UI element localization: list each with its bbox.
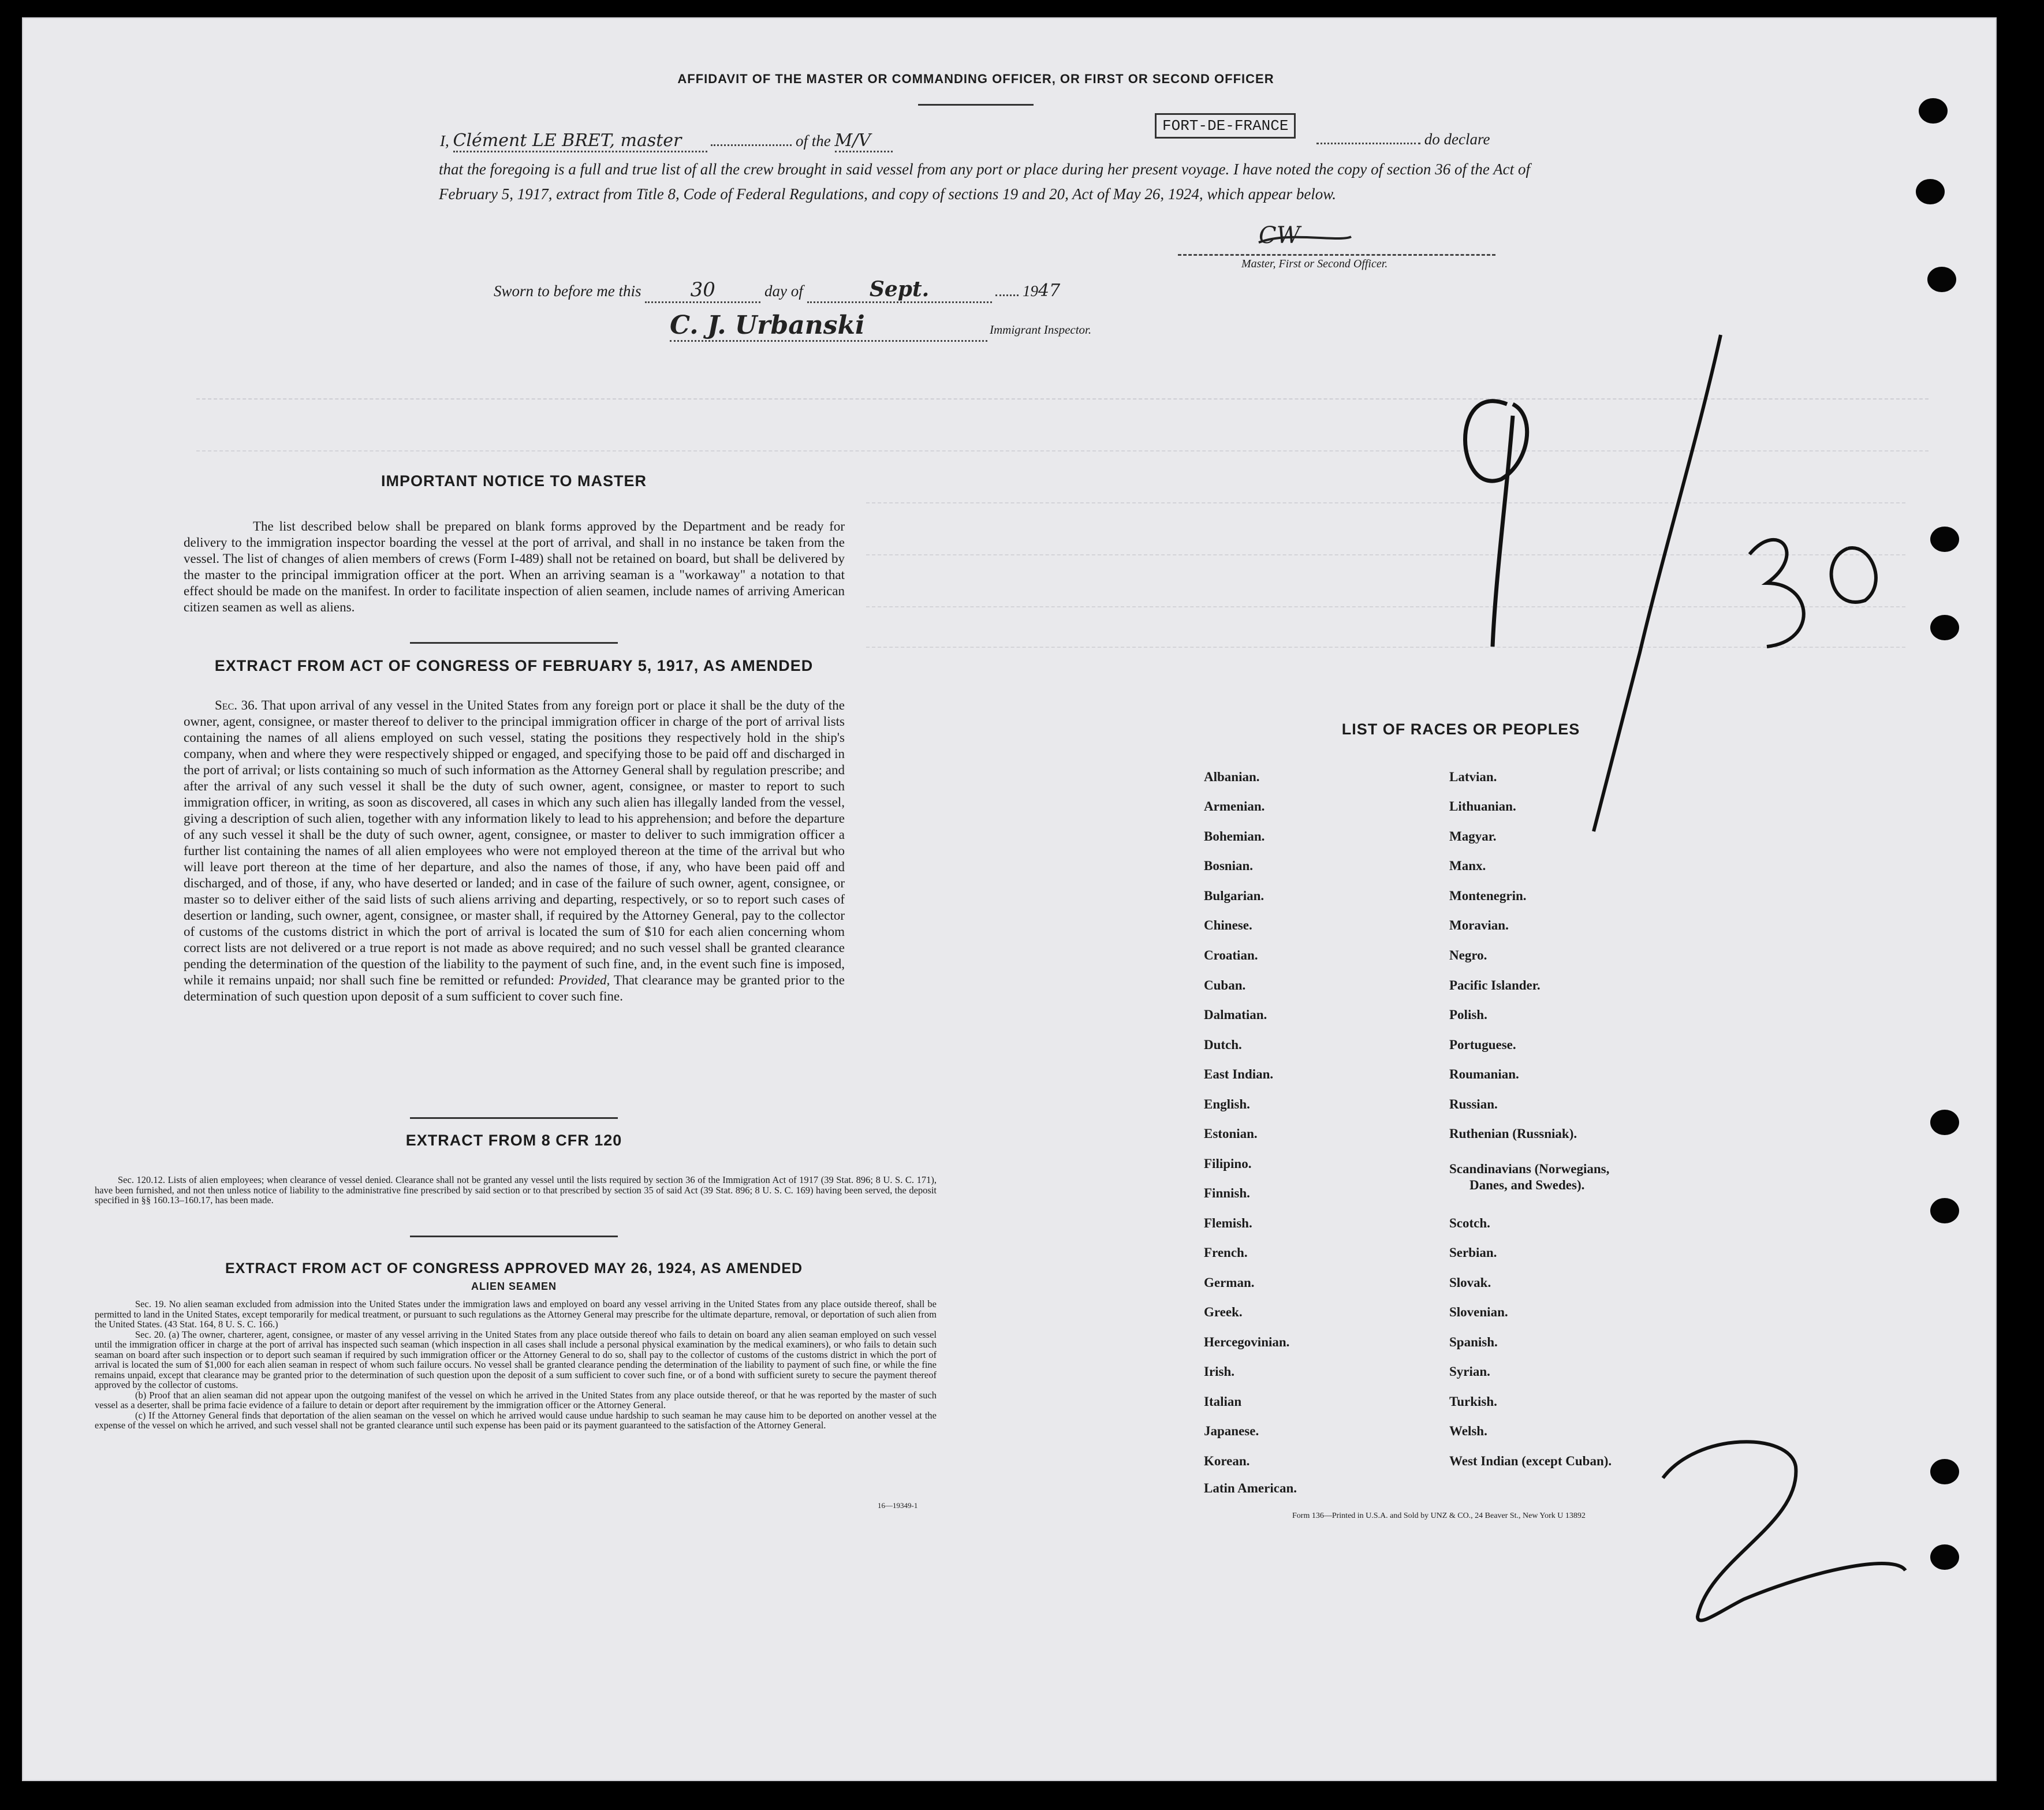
day-of-label: day of — [764, 282, 803, 300]
vessel-name-stamp: FORT-DE-FRANCE — [1155, 113, 1296, 139]
form-code: 16—19349-1 — [878, 1501, 918, 1510]
sec-19-text: Sec. 19. No alien seaman excluded from admission into the United States under the immigration laws and employed on board any vessel arriving in the United States from any place outside thereof, shall be permitted to land in the United States, except temporarily for medical treatment, or pursuant to such regulations as the Attorney General may prescribe for the ultimate departure, removal, or deportation of such alien from the United States. (43 Stat. 164, 8 U. S. C. 166.) — [95, 1298, 937, 1330]
race-left-item: Estonian. — [1204, 1126, 1258, 1141]
race-right-item: Magyar. — [1449, 829, 1497, 844]
year-suffix: 47 — [1038, 281, 1061, 301]
race-right-item: Latvian. — [1449, 770, 1497, 784]
sworn-day: 30 — [645, 278, 760, 303]
annotation-slash — [1594, 335, 1721, 831]
race-right-item: Lithuanian. — [1449, 799, 1516, 813]
race-left-item: Albanian. — [1204, 770, 1260, 784]
year-prefix: 19 — [1023, 282, 1038, 300]
notice-title: IMPORTANT NOTICE TO MASTER — [381, 472, 647, 490]
form-footer: Form 136—Printed in U.S.A. and Sold by UNZ & CO., 24 Beaver St., New York U 13892 — [1292, 1512, 1586, 1520]
inspector-signature: C. J. Urbanski — [670, 311, 987, 342]
provided-label: Provided, — [558, 973, 610, 987]
extract-1924-title: EXTRACT FROM ACT OF CONGRESS APPROVED MAY 26, 1924, AS AMENDED — [225, 1260, 803, 1277]
extract-1924-subtitle: ALIEN SEAMEN — [471, 1281, 557, 1292]
race-right-item: Portuguese. — [1449, 1038, 1516, 1052]
race-left-item: French. — [1204, 1245, 1248, 1260]
race-left-item: Italian — [1204, 1394, 1242, 1409]
race-right-item: Montenegrin. — [1449, 889, 1527, 903]
sec-36-label: Sec. 36. — [215, 698, 258, 712]
race-left-item: Korean. — [1204, 1454, 1250, 1468]
race-right-item: Polish. — [1449, 1007, 1487, 1022]
affidavit-title: AFFIDAVIT OF THE MASTER OR COMMANDING OFFICER, OR FIRST OR SECOND OFFICER — [677, 72, 1274, 86]
race-right-item: Serbian. — [1449, 1245, 1497, 1260]
sec-36-text: That upon arrival of any vessel in the United States from any foreign port or place it shall be the duty of the owner, agent, consignee, or master thereof to deliver to the principal immigration officer in charge of the port of arrival lists containing the names of all aliens employed on such vessel, stating the positions they respectively hold in the ship's company, when and where they were respectively shipped or engaged, and specifying those to be paid off and discharged in the port of arrival; or lists containing so much of such information as the Attorney General shall by regulation prescribe; and after the arrival of any such vessel it shall be the duty of such owner, agent, consignee, or master to report to such immigration officer, in writing, as soon as discovered, all cases in which any such alien has illegally landed from the vessel, giving a description of such alien, together with any information likely to lead to his apprehension; and before the departure of any such vessel it shall be the duty of such owner, agent, consignee, or master to deliver to such immigration officer a further list containing the names of all alien employees who were not employed thereon at the time of the arrival but who will leave port thereon at the time of her departure, and also the names of those, if any, who have been paid off and discharged, and of those, if any, who have deserted or landed; and in case of the failure of such owner, agent, consignee, or master so to deliver either of the said lists of such aliens arriving and departing, respectively, or so to report such cases of desertion or landing, such owner, agent, consignee, or master shall, if required by the Attorney General, pay to the collector of customs of the customs district in which the port of arrival is located the sum of $10 for each alien concerning whom correct lists are not delivered or a true report is not made as above required; and no such vessel shall be granted clearance pending the determination of the question of the liability to the payment of such fine, and, in the event such fine is imposed, while it remains unpaid; nor shall such fine be remitted or refunded: — [184, 698, 845, 987]
race-left-item: East Indian. — [1204, 1067, 1274, 1081]
race-left-item: Filipino. — [1204, 1156, 1252, 1171]
race-right-item: West Indian (except Cuban). — [1449, 1454, 1612, 1468]
race-right-item: Scotch. — [1449, 1216, 1490, 1230]
cfr-title: EXTRACT FROM 8 CFR 120 — [405, 1132, 622, 1149]
race-left-item: Greek. — [1204, 1305, 1243, 1319]
vessel-type: M/V — [835, 130, 893, 152]
race-left-item: Croatian. — [1204, 948, 1258, 962]
affidavit-text: that the foregoing is a full and true list of all the crew brought in said vessel from any port or place during her present voyage. I have noted the copy of section 36 of the Act of February 5, 1917, extract from Title 8, Code of Federal Regulations, and copy of sections 19 and 20, Act of May 26, 1924, which appear below. — [439, 161, 1530, 203]
cfr-text: Sec. 120.12. Lists of alien employees; when clearance of vessel denied. Clearance shall not be granted any vessel until the lists required by section 36 of the Immigration Act of 1917 (39 Stat. 896; 8 U. S. C. 171), have been furnished, and not then unless notice of liability to the administrative fine prescribed by said section or to that prescribed by section 35 of said Act (39 Stat. 896; 8 U. S. C. 169) having been served, the deposit specified in §§ 160.13–160.17, has been made. — [95, 1174, 937, 1206]
extract-1917-title: EXTRACT FROM ACT OF CONGRESS OF FEBRUARY 5, 1917, AS AMENDED — [214, 657, 814, 674]
races-title: LIST OF RACES OR PEOPLES — [1341, 721, 1580, 738]
officer-caption: Master, First or Second Officer. — [1241, 257, 1388, 270]
race-right-item: Syrian. — [1449, 1364, 1490, 1379]
affidavit-prefix: I, — [440, 132, 449, 150]
inspector-caption: Immigrant Inspector. — [990, 323, 1092, 337]
race-right-item: Ruthenian (Russniak). — [1449, 1126, 1577, 1141]
race-right-item: Moravian. — [1449, 918, 1509, 932]
race-left-item: Armenian. — [1204, 799, 1265, 813]
race-right-item: Slovak. — [1449, 1275, 1491, 1290]
annotation-fraction-bottom — [1726, 520, 1874, 654]
race-right-item: Danes, and Swedes). — [1469, 1178, 1585, 1192]
race-left-item: Dutch. — [1204, 1038, 1242, 1052]
race-left-item: Flemish. — [1204, 1216, 1252, 1230]
sec-20b-text: (b) Proof that an alien seaman did not appear upon the outgoing manifest of the vessel on which he arrived in the United States from any place outside thereof, or that he was reported by the master of such vessel as a deserter, shall be prima facie evidence of a failure to detain or deport after requirement by the immigration officer or the Attorney General. — [95, 1389, 937, 1410]
race-left-item: Chinese. — [1204, 918, 1252, 932]
sworn-prefix: Sworn to before me this — [494, 282, 641, 300]
race-right-item: Pacific Islander. — [1449, 978, 1541, 992]
race-right-item: Slovenian. — [1449, 1305, 1508, 1319]
master-title: master — [620, 130, 682, 151]
notice-text: The list described below shall be prepared on blank forms approved by the Department and be ready for delivery to the immigration inspector boarding the vessel at the port of arrival, and shall in no instance be taken from the vessel. The list of changes of alien members of crews (Form I-489) shall not be retained on board, but shall be delivered by the master to the principal immigration officer at the port. When an arriving seaman is a "workaway" a notation to that effect should be made on the manifest. In order to facilitate inspection of alien seamen, include names of arriving American citizen seamen as well as aliens. — [184, 519, 845, 614]
race-right-item: Roumanian. — [1449, 1067, 1519, 1081]
race-left-item: Bohemian. — [1204, 829, 1265, 844]
master-name-field: Clément LE BRET, master — [453, 130, 707, 152]
race-left-item: Dalmatian. — [1204, 1007, 1267, 1022]
race-left-item: Finnish. — [1204, 1186, 1250, 1200]
race-left-item: Latin American. — [1204, 1481, 1297, 1495]
race-right-item: Spanish. — [1449, 1335, 1498, 1349]
sec-20a-text: Sec. 20. (a) The owner, charterer, agent, consignee, or master of any vessel arriving in the United States from any place outside thereof who fails to detain on board any alien seaman employed on such vessel until the immigration officer in charge at the port of arrival has inspected such seaman (which inspection in all cases shall include a personal physical examination by the medical examiners), or who fails to detain such seaman on board after such inspection or to deport such seaman if required by such immigration officer or the Attorney General to do so, shall pay to the collector of customs of the customs district in which the port of arrival is located the sum of $1,000 for each alien seaman in respect of whom such failure occurs. No vessel shall be granted clearance pending the determination of the liability to payment of such fine, or while the fine remains unpaid, except that clearance may be granted prior to the determination of such question upon the deposit of a sum sufficient to cover such fine, or of a bond with sufficient surety to secure the payment thereof approved by the collector of customs. — [95, 1328, 937, 1390]
race-right-item: Welsh. — [1449, 1424, 1487, 1438]
race-left-item: English. — [1204, 1097, 1250, 1111]
race-left-item: Cuban. — [1204, 978, 1246, 992]
race-right-item: Manx. — [1449, 859, 1486, 873]
race-left-item: German. — [1204, 1275, 1255, 1290]
race-right-item: Russian. — [1449, 1097, 1498, 1111]
declare-label: do declare — [1424, 130, 1490, 148]
race-left-item: Bulgarian. — [1204, 889, 1265, 903]
sworn-month: Sept. — [807, 277, 992, 303]
master-name: Clément LE BRET — [453, 130, 610, 151]
officer-signature-flourish — [1259, 237, 1351, 242]
sec-20c-text: (c) If the Attorney General finds that deportation of the alien seaman on the vessel on which he arrived would cause undue hardship to such seaman he may cause him to be deported on another vessel at the expense of the vessel on which he arrived, and such vessel shall not be granted clearance until such expense has been paid or its payment guaranteed to the satisfaction of the Attorney General. — [95, 1409, 937, 1431]
sec-36-text-end: That clearance may be granted prior to the determination of such question upon deposit of a sum sufficient to cover such fine. — [184, 973, 845, 1003]
officer-signature: CW — [1259, 222, 1300, 249]
race-right-item: Scandinavians (Norwegians, — [1449, 1162, 1610, 1176]
race-left-item: Japanese. — [1204, 1424, 1259, 1438]
annotation-fraction-top — [1444, 427, 1524, 575]
annotation-page-number — [1674, 1432, 1785, 1633]
race-right-item: Turkish. — [1449, 1394, 1497, 1409]
race-left-item: Hercegovinian. — [1204, 1335, 1290, 1349]
race-left-item: Irish. — [1204, 1364, 1235, 1379]
of-the-label: of the — [796, 132, 831, 150]
race-right-item: Negro. — [1449, 948, 1487, 962]
race-left-item: Bosnian. — [1204, 859, 1254, 873]
